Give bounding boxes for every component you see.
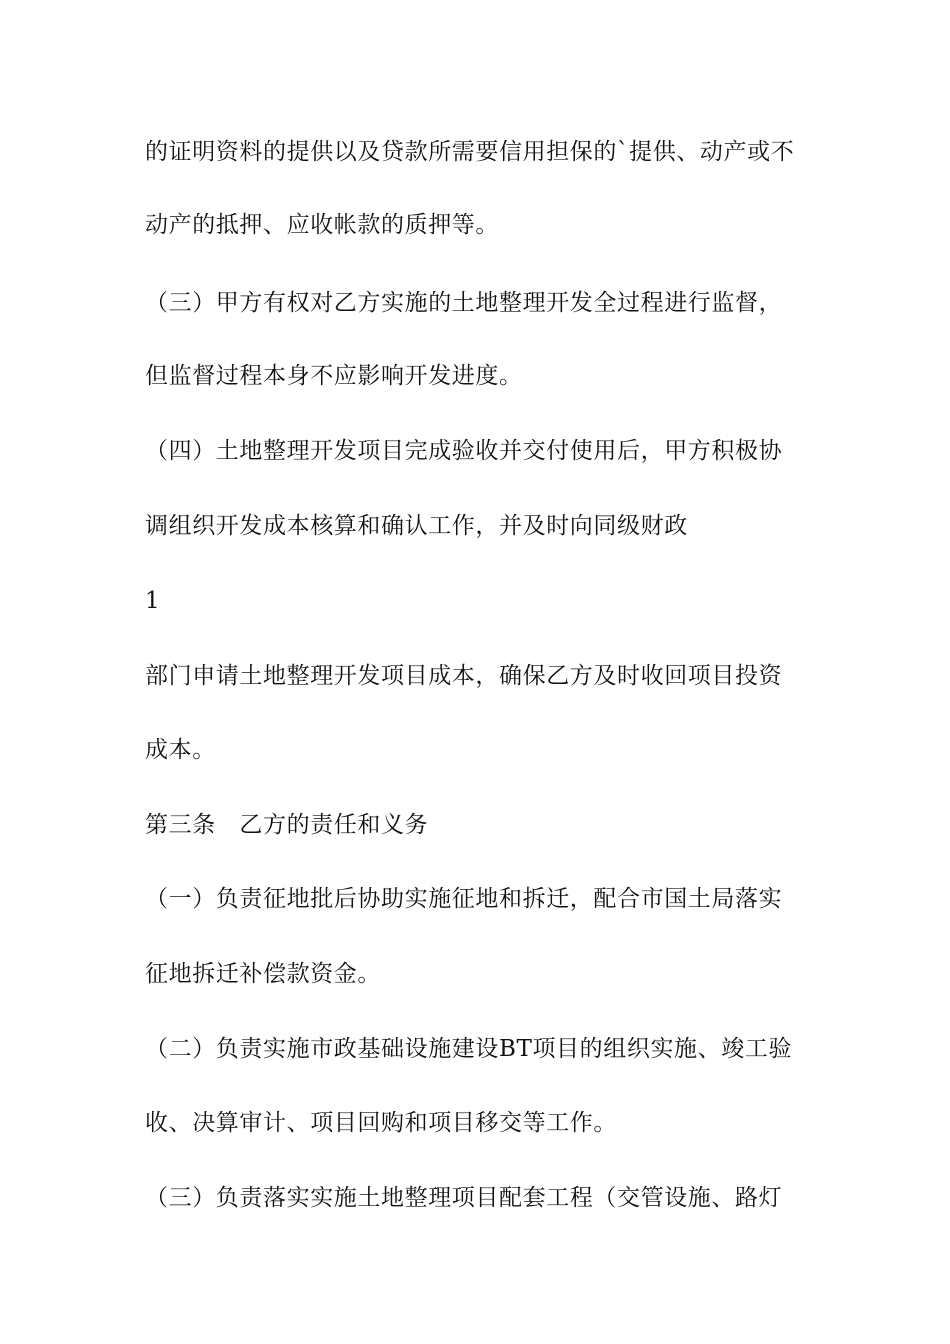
article-heading: 第三条 乙方的责任和义务: [145, 812, 429, 838]
clause-line: （三）负责落实实施土地整理项目配套工程（交管设施、路灯: [145, 1185, 783, 1211]
page-number: 1: [145, 588, 161, 614]
paragraph-line: 部门申请土地整理开发项目成本，确保乙方及时收回项目投资: [145, 663, 783, 689]
paragraph-line: 收、决算审计、项目回购和项目移交等工作。: [145, 1110, 617, 1136]
paragraph-line: 征地拆迁补偿款资金。: [145, 961, 381, 987]
clause-line: （二）负责实施市政基础设施建设BT项目的组织实施、竣工验: [145, 1036, 793, 1062]
paragraph-line: 成本。: [145, 737, 216, 763]
paragraph-line: 但监督过程本身不应影响开发进度。: [145, 363, 523, 389]
clause-line: （四）土地整理开发项目完成验收并交付使用后，甲方积极协: [145, 438, 783, 464]
paragraph-line: 动产的抵押、应收帐款的质押等。: [145, 212, 499, 238]
paragraph-line: 调组织开发成本核算和确认工作，并及时向同级财政: [145, 513, 688, 539]
clause-line: （三）甲方有权对乙方实施的土地整理开发全过程进行监督，: [145, 290, 783, 316]
clause-line: （一）负责征地批后协助实施征地和拆迁，配合市国土局落实: [145, 886, 783, 912]
paragraph-line: 的证明资料的提供以及贷款所需要信用担保的`提供、动产或不: [145, 139, 795, 165]
